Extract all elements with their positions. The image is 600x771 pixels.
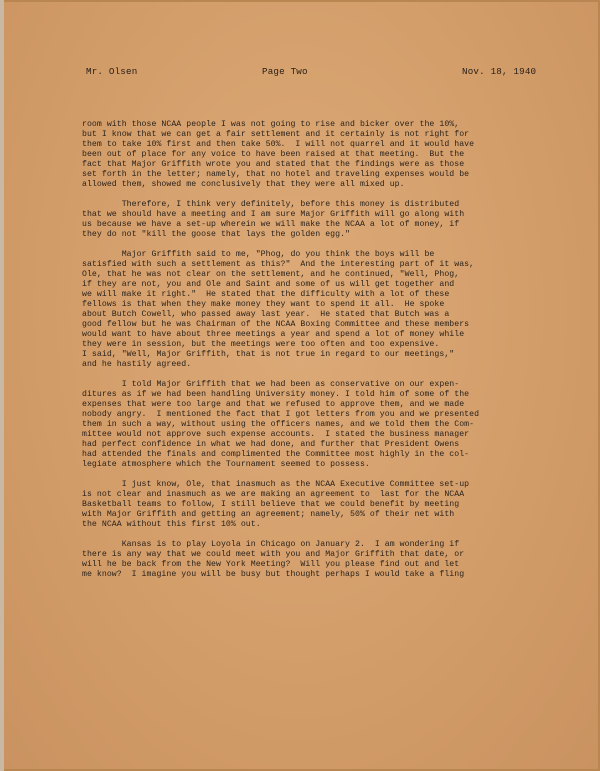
header-page-number: Page Two: [262, 66, 308, 77]
paragraph: [82, 200, 532, 240]
text-line: will he be back from the New York Meeting? Will you please find out and let: [82, 559, 460, 569]
paragraph: [82, 120, 532, 190]
text-line: fellows is that when they make money they want to spend it all. He spoke: [82, 299, 445, 309]
text-line: expenses that were too large and that we refused to approve them, and we made: [82, 399, 465, 409]
text-line: Ole, that he was not clear on the settlement, and he continued, "Well, Phog,: [82, 269, 460, 279]
text-line: had perfect confidence in what we had done, and further that President Owens: [82, 440, 460, 450]
text-line: Major Griffith said to me, "Phog, do you think the boys will be: [82, 249, 435, 259]
text-line: fact that Major Griffith wrote you and stated that the findings were as those: [82, 160, 465, 170]
paragraph: [82, 540, 532, 580]
text-line: mittee would not approve such expense accounts. I stated the business manager: [82, 430, 470, 440]
paragraph: [82, 250, 532, 371]
text-line: been out of place for any voice to have been raised at that meeting. But the: [82, 150, 465, 160]
header-recipient: Mr. Olsen: [86, 66, 138, 77]
text-line: if they are not, you and Ole and Saint and some of us will get together and: [82, 279, 455, 289]
text-line: I said, "Well, Major Griffith, that is not true in regard to our meetings,": [82, 350, 455, 360]
text-line: would want to have about three meetings a year and spend a lot of money while: [82, 330, 465, 340]
text-line: good fellow but he was Chairman of the NCAA Boxing Committee and these members: [82, 320, 470, 330]
text-line: I just know, Ole, that inasmuch as the NCAA Executive Committee set-up: [82, 479, 470, 489]
text-line: that we should have a meeting and I am sure Major Griffith will go along with: [82, 209, 465, 219]
text-line: we will make it right." He stated that the difficulty with a lot of these: [82, 289, 450, 299]
text-line: us because we have a set-up wherein we will make the NCAA a lot of money, if: [82, 220, 460, 230]
text-line: room with those NCAA people I was not going to rise and bicker over the 10%,: [82, 120, 460, 129]
text-line: them to take 10% first and then take 50%. I will not quarrel and it would have: [82, 140, 475, 150]
header-date: Nov. 18, 1940: [462, 66, 537, 77]
text-line: is not clear and inasmuch as we are making an agreement to last for the NCAA: [82, 489, 465, 499]
letter-body: [82, 120, 532, 580]
text-line: ditures as if we had been handling University money. I told him of some of the: [82, 389, 470, 399]
text-line: legiate atmosphere which the Tournament seemed to possess.: [82, 460, 370, 470]
text-line: allowed them, showed me conclusively that they were all mixed up.: [82, 180, 405, 190]
text-line: and he hastily agreed.: [82, 360, 192, 370]
text-line: satisfied with such a settlement as this?" And the interesting part of it was,: [82, 259, 475, 269]
text-line: there is any way that we could meet with you and Major Griffith that date, or: [82, 549, 465, 559]
text-line: the NCAA without this first 10% out.: [82, 520, 261, 530]
text-line: they were in session, but the meetings were too often and too expensive.: [82, 340, 440, 350]
page-edge: [0, 0, 4, 771]
text-line: I told Major Griffith that we had been as conservative on our expen-: [82, 379, 460, 389]
text-line: about Butch Cowell, who passed away last year. He stated that Butch was a: [82, 309, 450, 319]
text-line: me know? I imagine you will be busy but thought perhaps I would take a fling: [82, 569, 465, 579]
text-line: they do not "kill the goose that lays the golden egg.": [82, 230, 351, 240]
paragraph: [82, 480, 532, 530]
text-line: but I know that we can get a fair settlement and it certainly is not right for: [82, 130, 470, 140]
text-line: them in such a way, without using the officers names, and we told them the Com-: [82, 420, 475, 430]
text-line: with Major Griffith and getting an agreement; namely, 50% of their net with: [82, 510, 455, 520]
text-line: Therefore, I think very definitely, before this money is distributed: [82, 199, 460, 209]
paragraph: [82, 380, 532, 470]
text-line: Kansas is to play Loyola in Chicago on January 2. I am wondering if: [82, 539, 460, 549]
text-line: set forth in the letter; namely, that no hotel and traveling expenses would be: [82, 170, 470, 180]
text-line: had attended the finals and complimented the Committee most highly in the col-: [82, 450, 470, 460]
text-line: nobody angry. I mentioned the fact that I got letters from you and we presented: [82, 410, 480, 419]
text-line: Basketball teams to follow, I still believe that we could benefit by meeting: [82, 499, 460, 509]
